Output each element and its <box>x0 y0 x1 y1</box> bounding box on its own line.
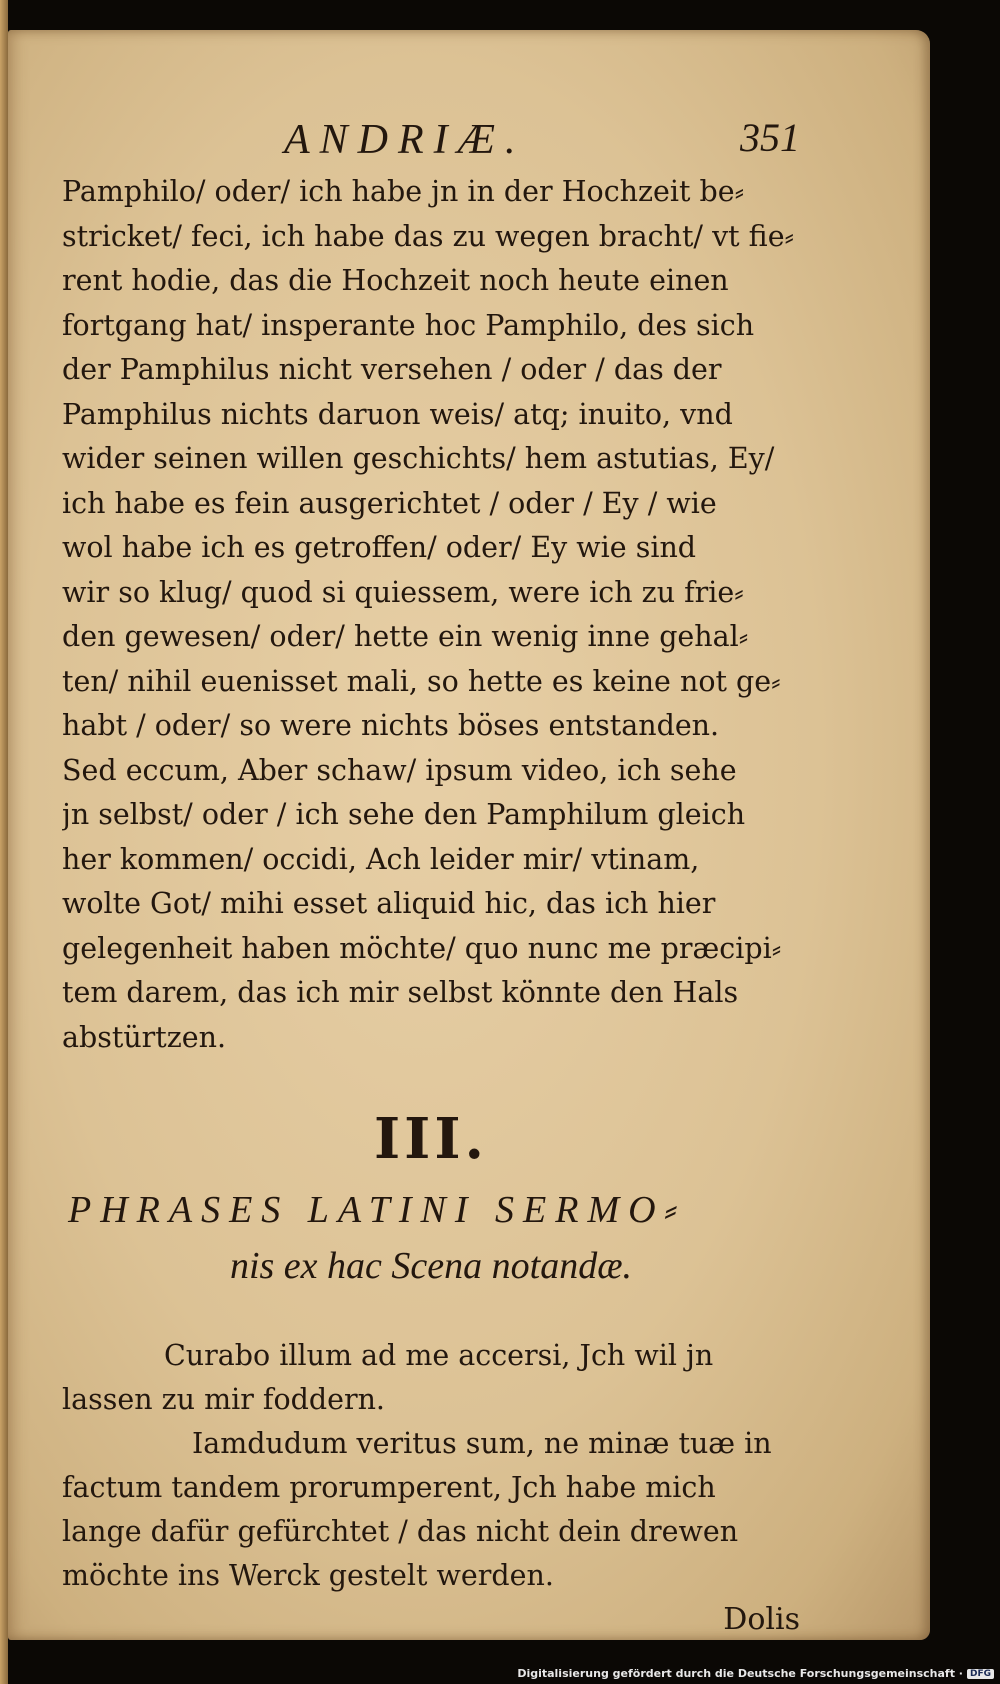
text-line: gelegenheit haben möchte/ quo nunc me præcipi⸗ <box>62 931 782 965</box>
text-line: habt / oder/ so were nichts böses entstanden. <box>62 709 720 742</box>
text-line: Sed eccum, Aber schaw/ ipsum video, ich sehe <box>62 753 737 787</box>
page-header <box>62 110 800 170</box>
book-edge <box>0 0 8 1684</box>
text-line: Iamdudum veritus sum, ne minæ tuæ in <box>192 1427 772 1460</box>
phrase-list <box>62 1334 800 1598</box>
body-paragraph <box>62 170 800 1060</box>
text-line: Pamphilo/ oder/ ich habe jn in der Hochzeit be⸗ <box>62 175 745 208</box>
page-text <box>62 110 800 1642</box>
text-line: wol habe ich es getroffen/ oder/ Ey wie sind <box>62 531 697 564</box>
text-line: fortgang hat/ insperante hoc Pamphilo, des sich <box>62 308 755 342</box>
text-line: wider seinen willen geschichts/ hem astutias, Ey/ <box>62 442 775 475</box>
page-number: 351 <box>740 115 800 160</box>
text-line: den gewesen/ oder/ hette ein wenig inne gehal⸗ <box>62 620 749 653</box>
text-line: jn selbst/ oder / ich sehe den Pamphilum gleich <box>62 798 746 831</box>
book-page <box>8 30 930 1640</box>
text-line: ten/ nihil euenisset mali, so hette es keine not ge⸗ <box>62 664 781 698</box>
text-line: rent hodie, das die Hochzeit noch heute einen <box>62 264 729 297</box>
footer-text: Digitalisierung gefördert durch die Deutsche Forschungsgemeinschaft · <box>517 1667 963 1680</box>
text-line: her kommen/ occidi, Ach leider mir/ vtinam, <box>62 842 700 876</box>
text-line: ich habe es fein ausgerichtet / oder / Ey / wie <box>62 486 717 520</box>
text-line: lange dafür gefürchtet / das nicht dein drewen <box>62 1515 739 1548</box>
text-line: Pamphilus nichts daruon weis/ atq; inuito, vnd <box>62 397 733 431</box>
digitization-footer <box>517 1667 994 1680</box>
text-line: stricket/ feci, ich habe das zu wegen bracht/ vt fie⸗ <box>62 219 795 253</box>
text-line: Curabo illum ad me accersi, Jch wil jn <box>164 1339 714 1372</box>
text-line: wolte Got/ mihi esset aliquid hic, das ich hier <box>62 887 716 920</box>
text-line: factum tandem prorumperent, Jch habe mich <box>62 1471 716 1504</box>
text-line: tem darem, das ich mir selbst könnte den Hals <box>62 976 739 1009</box>
phrase-entry <box>62 1334 800 1422</box>
running-title: ANDRIÆ. <box>284 117 526 163</box>
text-line: abstürtzen. <box>62 1020 227 1054</box>
catchword: Dolis <box>723 1602 800 1637</box>
text-line: der Pamphilus nicht versehen / oder / das der <box>62 353 722 386</box>
section-number: III. <box>373 1106 489 1172</box>
section-title: PHRASES LATINI SERMO⸗ <box>68 1189 687 1231</box>
phrase-entry <box>62 1422 800 1598</box>
dfg-logo: DFG <box>967 1669 994 1679</box>
section-subtitle: nis ex hac Scena notandæ. <box>229 1245 633 1287</box>
text-line: lassen zu mir foddern. <box>62 1383 385 1416</box>
text-line: möchte ins Werck gestelt werden. <box>62 1559 554 1592</box>
text-line: wir so klug/ quod si quiessem, were ich zu frie⸗ <box>62 575 744 609</box>
